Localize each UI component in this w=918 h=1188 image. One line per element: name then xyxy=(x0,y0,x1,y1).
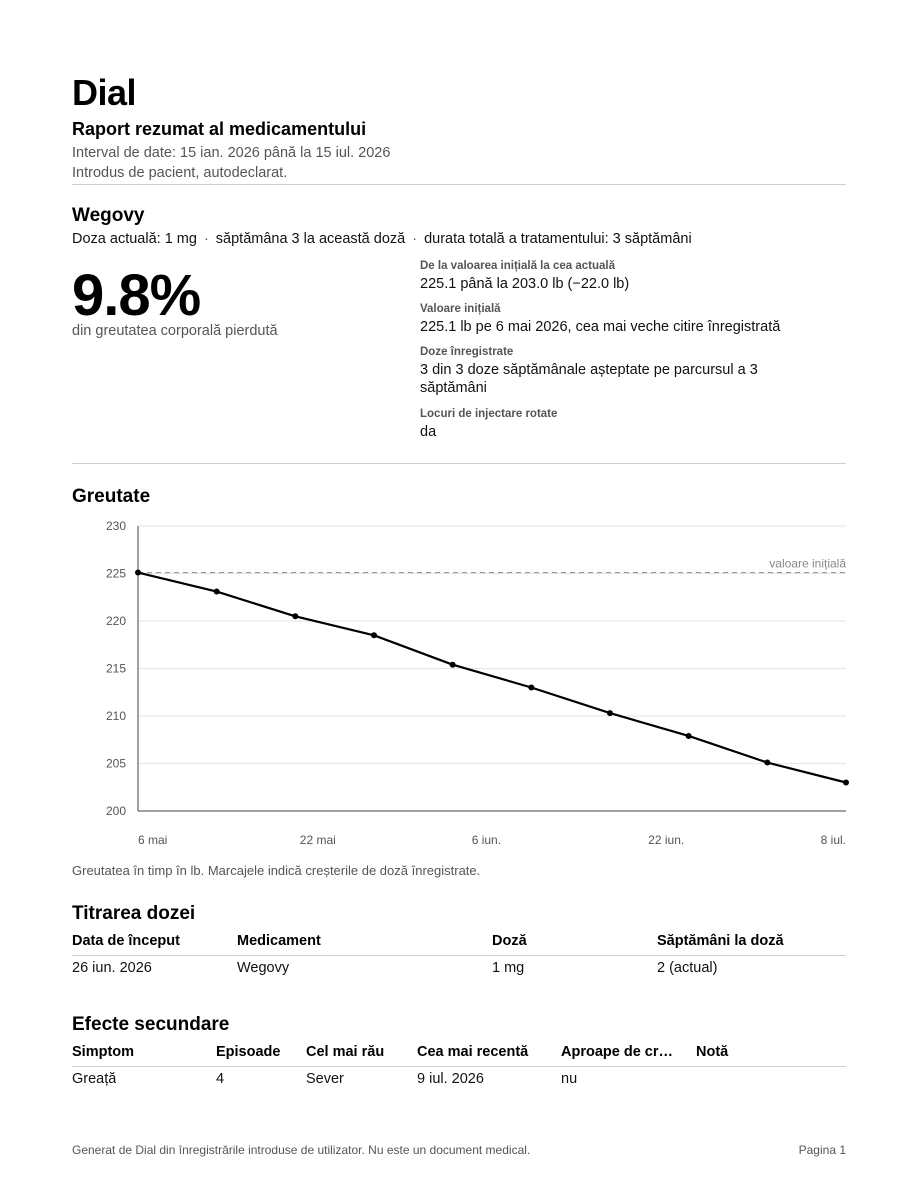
weight-section-title: Greutate xyxy=(72,486,151,507)
y-tick-label: 210 xyxy=(105,709,126,723)
detail-baseline xyxy=(420,303,840,336)
detail-value: 3 din 3 doze săptămânale așteptate pe parcursul a 3 săptămâni xyxy=(420,362,758,396)
x-tick-label: 6 iun. xyxy=(471,833,502,847)
percent-lost: 9.8% xyxy=(72,263,201,328)
y-tick-label: 205 xyxy=(105,756,126,771)
data-point xyxy=(450,662,456,668)
baseline-label: valoare inițială xyxy=(769,556,846,571)
dose-week: săptămâna 3 la această doză xyxy=(215,231,406,247)
divider xyxy=(72,184,846,185)
side-effects-cell-worst: Sever xyxy=(306,1071,344,1087)
chart-caption: Greutatea în timp în lb. Marcajele indică creșterile de doză înregistrate. xyxy=(72,863,481,878)
y-tick-label: 220 xyxy=(105,614,126,628)
detail-injection-sites xyxy=(420,408,840,441)
report-title: Raport rezumat al medicamentului xyxy=(72,119,367,139)
total-duration: durata totală a tratamentului: 3 săptămâni xyxy=(424,231,692,247)
data-point xyxy=(843,780,849,786)
side-effects-header-most-recent: Cea mai recentă xyxy=(417,1044,529,1060)
y-tick-label: 215 xyxy=(105,661,126,676)
side-effects-cell-symptom: Greață xyxy=(72,1071,117,1087)
dose-summary-line xyxy=(72,231,692,247)
titration-cell-dose: 1 mg xyxy=(492,960,525,976)
detail-label: Locuri de injectare rotate xyxy=(420,408,558,420)
titration-header-dose: Doză xyxy=(492,933,527,949)
detail-baseline-to-current xyxy=(420,260,840,293)
detail-doses-logged xyxy=(420,346,820,397)
side-effects-header-note: Notă xyxy=(696,1044,729,1060)
side-effects-header-near-crisis: Aproape de cr… xyxy=(561,1044,673,1060)
detail-label: Valoare inițială xyxy=(420,303,501,315)
data-point xyxy=(528,685,534,691)
data-point xyxy=(371,632,377,638)
data-point xyxy=(686,733,692,739)
separator: · xyxy=(412,231,418,247)
data-point xyxy=(292,613,298,619)
side-effects-header-symptom: Simptom xyxy=(72,1044,135,1060)
date-range: Interval de date: 15 ian. 2026 până la 15 iul. 2026 xyxy=(72,145,391,161)
titration-header-start-date: Data de început xyxy=(72,933,180,949)
side-effects-cell-near-crisis: nu xyxy=(561,1071,578,1087)
titration-header-medication: Medicament xyxy=(237,933,321,949)
titration-title: Titrarea dozei xyxy=(72,903,196,924)
data-point xyxy=(214,589,220,595)
data-point xyxy=(135,570,141,576)
app-title: Dial xyxy=(72,72,137,113)
side-effects-header-worst: Cel mai rău xyxy=(306,1044,385,1060)
y-tick-label: 200 xyxy=(105,804,126,818)
side-effects-cell-most-recent: 9 iul. 2026 xyxy=(417,1071,484,1087)
table-divider xyxy=(72,1066,846,1067)
page-number: Pagina 1 xyxy=(798,1143,846,1157)
series-line xyxy=(138,573,846,783)
side-effects-header-episodes: Episoade xyxy=(216,1044,281,1060)
detail-value: da xyxy=(420,424,437,440)
side-effects-cell-episodes: 4 xyxy=(216,1071,225,1087)
divider xyxy=(72,463,846,464)
titration-cell-weeks: 2 (actual) xyxy=(657,960,718,976)
percent-caption: din greutatea corporală pierdută xyxy=(72,323,278,339)
x-tick-label: 22 iun. xyxy=(648,833,685,847)
data-point xyxy=(607,710,613,716)
detail-value: 225.1 până la 203.0 lb (−22.0 lb) xyxy=(420,276,630,292)
weight-chart xyxy=(72,515,852,855)
titration-cell-start-date: 26 iun. 2026 xyxy=(72,960,152,976)
medication-name: Wegovy xyxy=(72,205,145,226)
titration-cell-medication: Wegovy xyxy=(237,960,290,976)
data-point xyxy=(764,760,770,766)
titration-header-weeks: Săptămâni la doză xyxy=(657,933,784,949)
side-effects-title: Efecte secundare xyxy=(72,1014,230,1035)
x-tick-label: 22 mai xyxy=(299,833,336,847)
y-tick-label: 230 xyxy=(105,519,126,533)
current-dose: Doza actuală: 1 mg xyxy=(72,231,197,247)
source-note: Introdus de pacient, autodeclarat. xyxy=(72,165,288,181)
detail-label: Doze înregistrate xyxy=(420,346,514,358)
x-tick-label: 8 iul. xyxy=(820,833,846,847)
footer-disclaimer: Generat de Dial din înregistrările introduse de utilizator. Nu este un document medical. xyxy=(72,1143,531,1157)
x-tick-label: 6 mai xyxy=(138,833,168,847)
separator: · xyxy=(203,231,209,247)
table-divider xyxy=(72,955,846,956)
y-tick-label: 225 xyxy=(105,566,126,581)
detail-value: 225.1 lb pe 6 mai 2026, cea mai veche citire înregistrată xyxy=(420,319,781,335)
detail-label: De la valoarea inițială la cea actuală xyxy=(420,260,615,272)
